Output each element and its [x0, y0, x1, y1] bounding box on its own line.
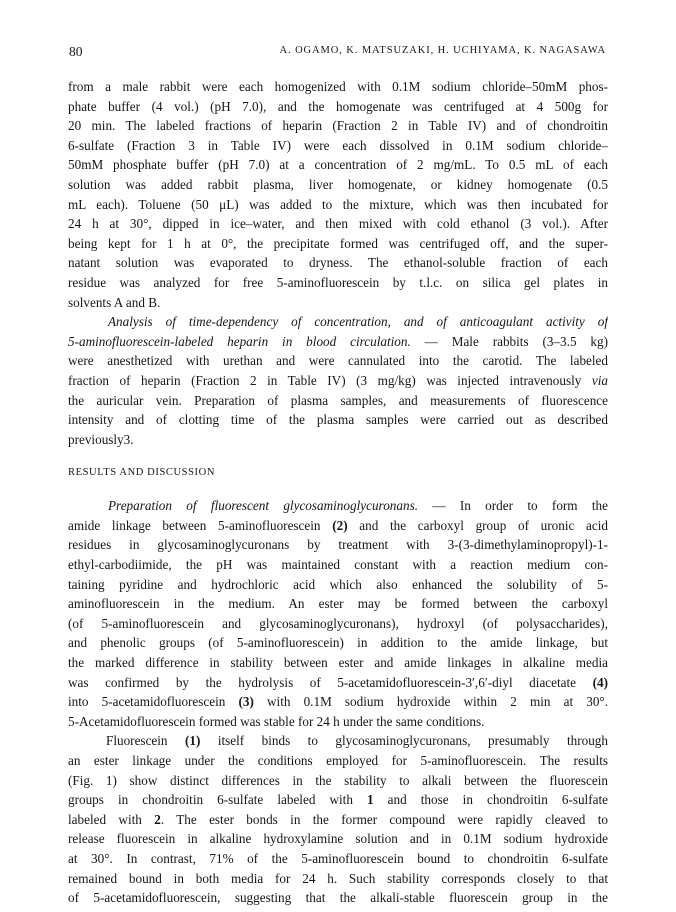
text-line: groups in chondroitin 6-sulfate labeled with 1 and those in chondroitin 6-sulfate: [68, 792, 608, 808]
page-header: [0, 44, 676, 62]
text-line: Fluorescein (1) itself binds to glycosaminoglycuronans, presumably through: [106, 733, 608, 749]
text-line: aminofluorescein in the medium. An ester may be formed between the carboxyl: [68, 596, 608, 612]
paragraph-preparation: [68, 496, 608, 731]
text-line: the marked difference in stability between ester and amide linkages in alkaline media: [68, 655, 608, 671]
text-line: residue was analyzed for free 5-aminofluorescein by t.l.c. on silica gel plates in: [68, 274, 608, 290]
text-line: from a male rabbit were each homogenized with 0.1M sodium chloride–50mM phos-: [68, 79, 608, 94]
paragraph-methods-homogenate: [68, 77, 608, 312]
text-line: labeled with 2. The ester bonds in the former compound were rapidly cleaved to: [68, 811, 608, 827]
page-number: 80: [69, 44, 83, 59]
text-line: 50mM phosphate buffer (pH 7.0) at a concentration of 2 mg/mL. To 0.5 mL of each: [68, 157, 608, 173]
text-line: solution was added rabbit plasma, liver homogenate, or kidney homogenate (0.5: [68, 176, 608, 192]
text-line: 6-sulfate (Fraction 3 in Table IV) were each dissolved in 0.1M sodium chloride–: [68, 137, 608, 153]
text-line: and phenolic groups (of 5-aminofluorescein) in addition to the amide linkage, but: [68, 635, 608, 651]
text-line: Preparation of fluorescent glycosaminoglycuronans. — In order to form the: [108, 498, 608, 514]
running-head: A. OGAMO, K. MATSUZAKI, H. UCHIYAMA, K. NAGASAWA: [279, 45, 606, 56]
subsection-title-cont: 5-aminofluorescein-labeled heparin in blood circulation.: [68, 333, 411, 349]
text-line: [68, 312, 608, 332]
text-line: were anesthetized with urethan and were cannulated into the carotid. The labeled: [68, 353, 608, 369]
text-line: at 30°. In contrast, 71% of the 5-aminofluorescein bound to chondroitin 6-sulfate: [68, 850, 608, 866]
text-line: being kept for 1 h at 0°, the precipitate formed was centrifuged off, and the super-: [68, 235, 608, 251]
paragraph-blood-circulation: [68, 312, 608, 449]
text-line: 20 min. The labeled fractions of heparin (Fraction 2 in Table IV) and of chondroitin: [68, 118, 608, 134]
section-heading: RESULTS AND DISCUSSION: [68, 467, 216, 479]
text-line: amide linkage between 5-aminofluorescein (2) and the carboxyl group of uronic acid: [68, 517, 608, 533]
text-line: (Fig. 1) show distinct differences in the stability to alkali between the fluorescein: [68, 772, 608, 788]
text-line: solvents A and B.: [68, 294, 161, 310]
article-body: [68, 77, 608, 908]
text-line: previously3.: [68, 431, 134, 447]
text-line: remained bound in both media for 24 h. Such stability corresponds closely to that: [68, 870, 608, 886]
text-line: an ester linkage under the conditions employed for 5-aminofluorescein. The results: [68, 753, 608, 768]
text-line: the auricular vein. Preparation of plasma samples, and measurements of fluorescence: [68, 392, 608, 408]
subsection-title: Analysis of time-dependency of concentration, and of anticoagulant activity of: [108, 314, 608, 330]
text-line: intensity and of clotting time of the plasma samples were carried out as described: [68, 412, 608, 428]
paragraph-fluorescein: [68, 731, 608, 907]
text-line: 5-aminofluorescein-labeled heparin in blood circulation. — Male rabbits (3–3.5 kg): [68, 333, 608, 349]
text-line: 5-Acetamidofluorescein formed was stable for 24 h under the same conditions.: [68, 713, 485, 729]
text-line: of 5-acetamidofluorescein, suggesting that the alkali-stable fluorescein group in the: [68, 890, 608, 906]
text-line: phate buffer (4 vol.) (pH 7.0), and the homogenate was centrifuged at 4 500g for: [68, 98, 608, 114]
text-line: (of 5-aminofluorescein and glycosaminoglycuronans), hydroxyl (of polysaccharides),: [68, 615, 608, 631]
text-line: release fluorescein in alkaline hydroxylamine solution and in 0.1M sodium hydroxide: [68, 831, 608, 847]
text-line: natant solution was evaporated to dryness. The ethanol-soluble fraction of each: [68, 255, 608, 271]
subsection-title: Preparation of fluorescent glycosaminoglycuronans.: [108, 498, 419, 514]
text-line: into 5-acetamidofluorescein (3) with 0.1M sodium hydroxide within 2 min at 30°.: [68, 694, 608, 710]
text-line: mL each). Toluene (50 μL) was added to the mixture, which was then incubated for: [68, 196, 608, 212]
text-line: residues in glycosaminoglycuronans by treatment with 3-(3-dimethylaminopropyl)-1-: [68, 537, 608, 553]
text-line: fraction of heparin (Fraction 2 in Table IV) (3 mg/kg) was injected intravenously via: [68, 372, 608, 388]
text-line: ethyl-carbodiimide, the pH was maintained constant with a reaction medium con-: [68, 557, 608, 573]
text-line: 24 h at 30°, dipped in ice–water, and then mixed with cold ethanol (3 vol.). After: [68, 216, 608, 232]
text-line: taining pyridine and hydrochloric acid which also enhanced the solubility of 5-: [68, 576, 608, 592]
text-line: was confirmed by the hydrolysis of 5-acetamidofluorescein-3′,6′-diyl diacetate (4): [68, 674, 608, 690]
